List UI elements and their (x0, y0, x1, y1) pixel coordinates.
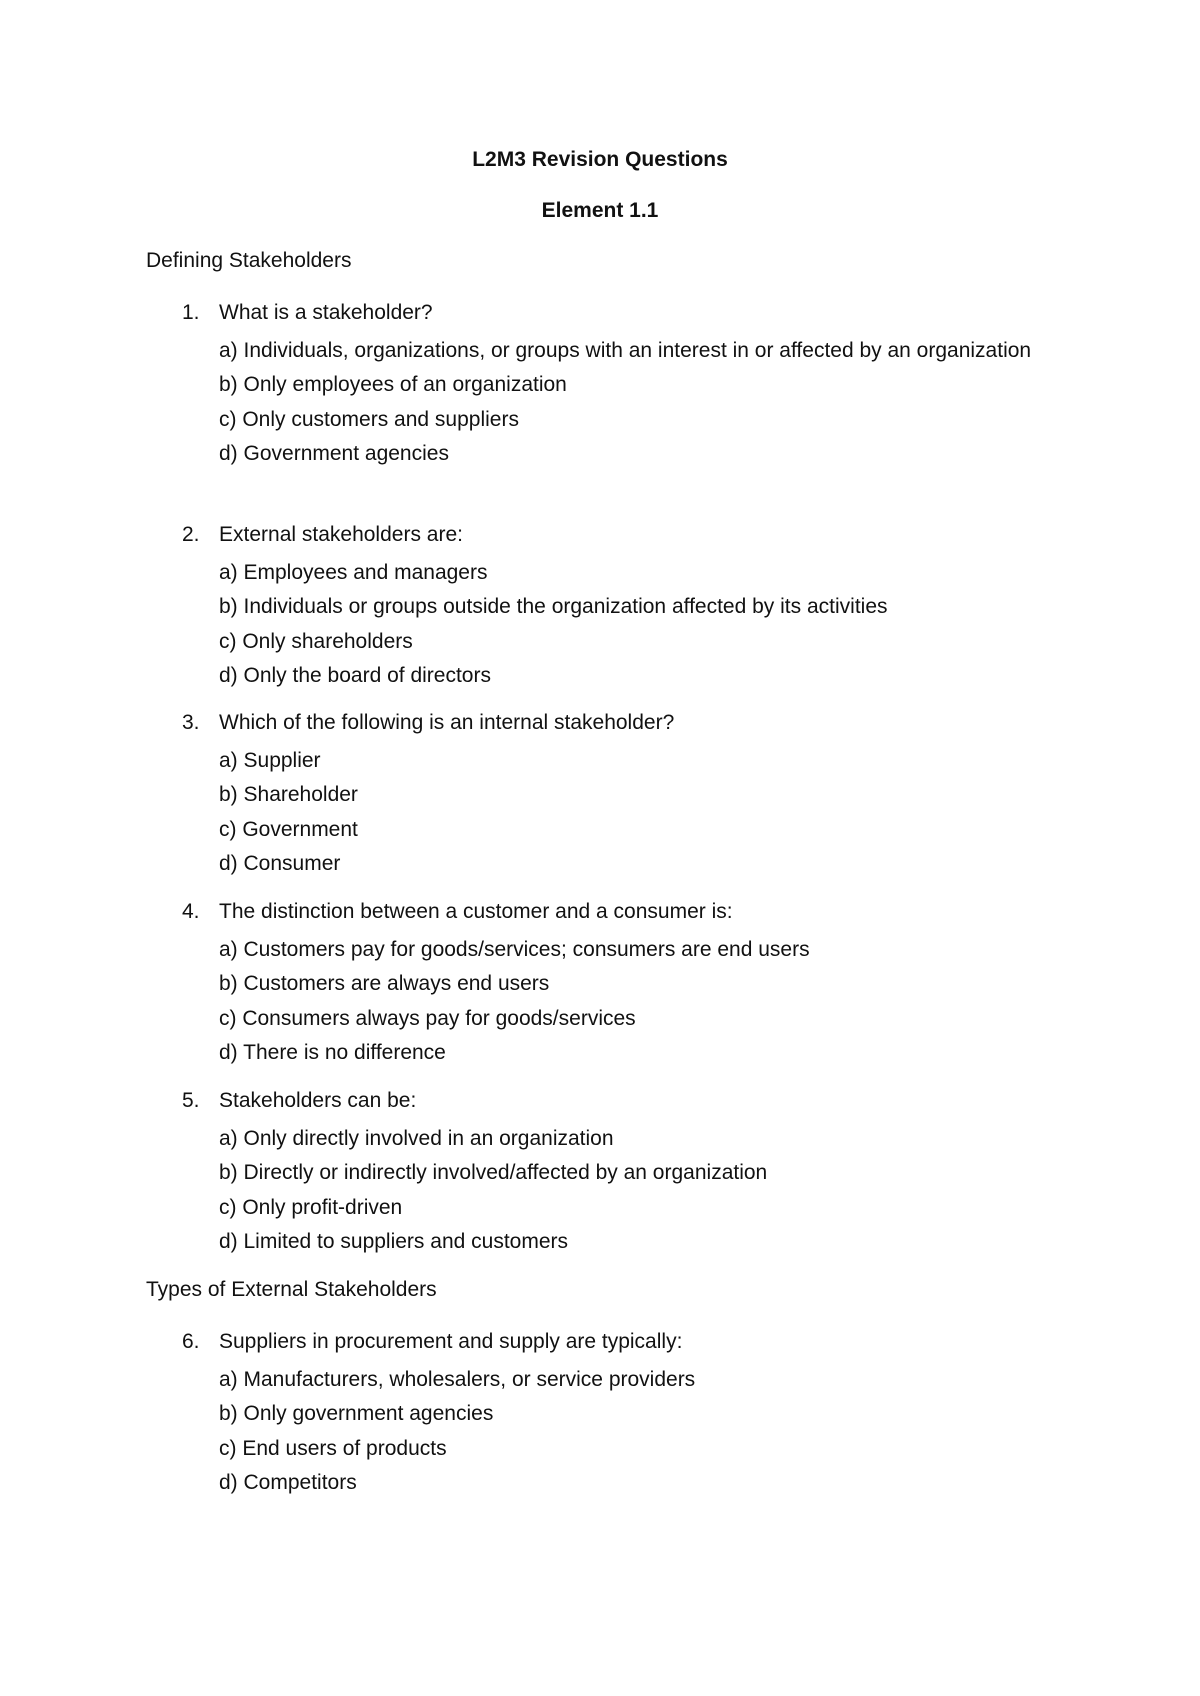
question-text: External stakeholders are: (219, 523, 463, 546)
question-5 (146, 1088, 1046, 1259)
option-a: a) Individuals, organizations, or groups with an interest in or affected by an organization (219, 339, 1032, 362)
question-number: 3. (182, 711, 200, 734)
option-a: a) Customers pay for goods/services; consumers are end users (219, 938, 810, 961)
option-b: b) Only government agencies (219, 1402, 494, 1426)
option-a: a) Only directly involved in an organization (219, 1127, 614, 1150)
question-number: 6. (182, 1330, 200, 1353)
option-a: a) Supplier (219, 749, 321, 772)
question-number: 2. (182, 523, 200, 546)
question-1 (146, 300, 1046, 471)
question-6 (146, 1329, 1046, 1500)
option-a: a) Employees and managers (219, 561, 488, 584)
option-d: d) There is no difference (219, 1040, 446, 1064)
question-text: Suppliers in procurement and supply are typically: (219, 1330, 683, 1353)
question-text: Which of the following is an internal stakeholder? (219, 711, 675, 734)
option-d: d) Limited to suppliers and customers (219, 1229, 568, 1253)
option-d: d) Consumer (219, 851, 341, 875)
question-text: What is a stakeholder? (219, 301, 433, 324)
document-title: L2M3 Revision Questions (472, 148, 728, 171)
question-number: 1. (182, 301, 200, 324)
question-4 (146, 899, 1046, 1070)
section-heading-defining-stakeholders: Defining Stakeholders (146, 249, 352, 272)
document-subtitle: Element 1.1 (541, 199, 659, 222)
option-c: c) Only shareholders (219, 629, 413, 653)
option-c: c) End users of products (219, 1436, 447, 1460)
question-number: 5. (182, 1089, 200, 1112)
option-c: c) Only customers and suppliers (219, 407, 519, 431)
option-a: a) Manufacturers, wholesalers, or service providers (219, 1368, 696, 1391)
option-c: c) Government (219, 817, 358, 841)
option-d: d) Competitors (219, 1470, 357, 1494)
question-text: The distinction between a customer and a consumer is: (219, 900, 733, 923)
section-heading-types-of-external-stakeholders: Types of External Stakeholders (146, 1278, 437, 1301)
question-number: 4. (182, 900, 200, 923)
option-d: d) Government agencies (219, 441, 449, 465)
question-2 (146, 522, 1046, 693)
question-3 (146, 710, 1046, 881)
option-b: b) Shareholder (219, 783, 358, 807)
option-b: b) Only employees of an organization (219, 373, 567, 397)
option-b: b) Customers are always end users (219, 972, 550, 996)
option-c: c) Only profit-driven (219, 1195, 403, 1219)
option-c: c) Consumers always pay for goods/services (219, 1006, 636, 1030)
option-d: d) Only the board of directors (219, 663, 491, 687)
option-b: b) Individuals or groups outside the organization affected by its activities (219, 595, 888, 619)
option-b: b) Directly or indirectly involved/affected by an organization (219, 1161, 768, 1185)
question-text: Stakeholders can be: (219, 1089, 417, 1112)
